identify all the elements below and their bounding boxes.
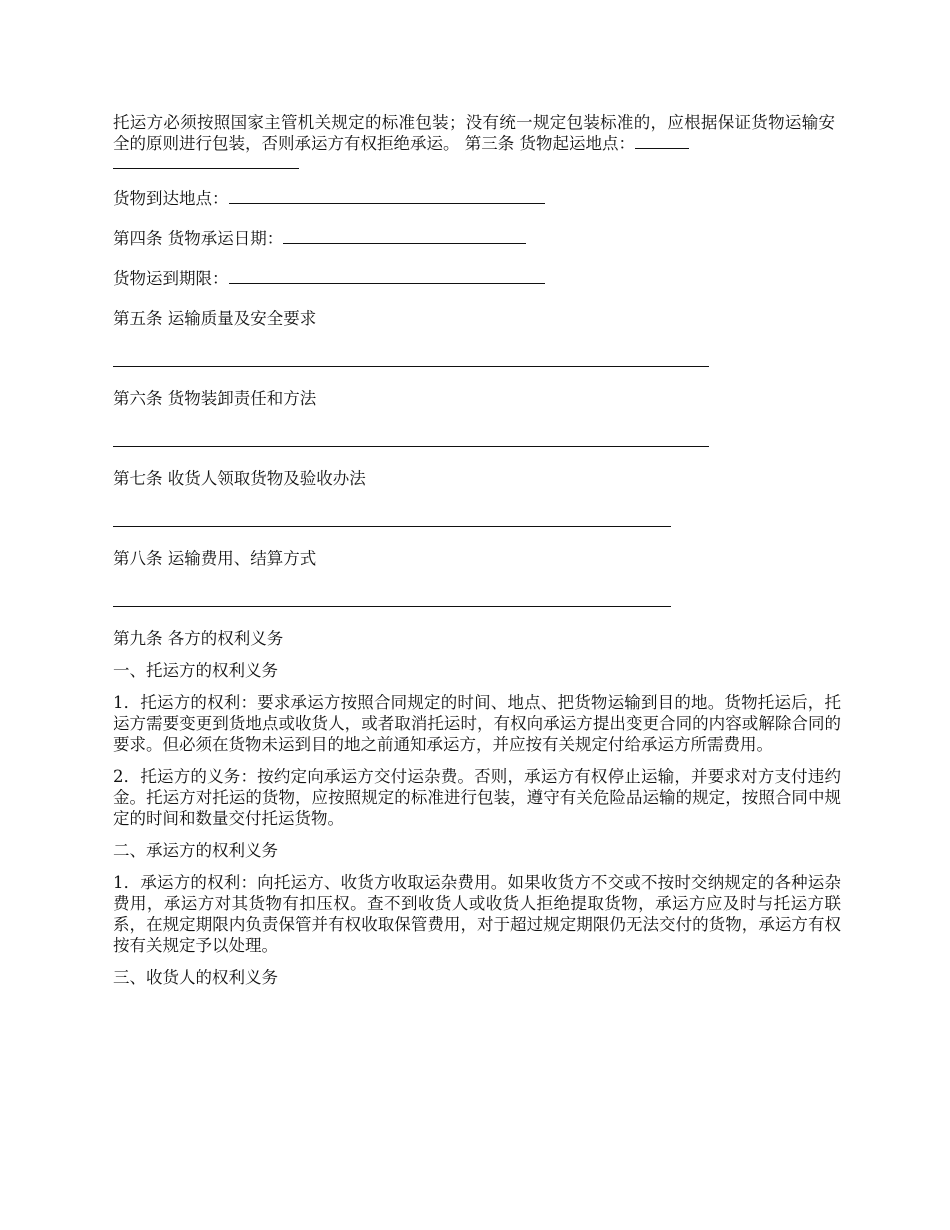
article9-title: 第九条 各方的权利义务 xyxy=(113,629,284,648)
section1-title: 一、托运方的权利义务 xyxy=(113,661,278,680)
deadline-blank[interactable] xyxy=(229,269,545,284)
deadline-label: 货物运到期限： xyxy=(113,269,229,288)
article7-blank[interactable] xyxy=(113,509,671,527)
section1-item2: 2．托运方的义务：按约定向承运方交付运杂费。否则，承运方有权停止运输，并要求对方支付违约金。托运方对托运的货物，应按照规定的标准进行包装，遵守有关危险品运输的规定，按照合同中规定的时间和数量交付托运货物。 xyxy=(113,767,841,828)
arrival-label: 货物到达地点： xyxy=(113,189,229,208)
article8-blank[interactable] xyxy=(113,589,671,607)
article7-title: 第七条 收货人领取货物及验收办法 xyxy=(113,469,366,488)
article6-title: 第六条 货物装卸责任和方法 xyxy=(113,389,317,408)
arrival-blank[interactable] xyxy=(229,189,545,204)
article4-blank[interactable] xyxy=(283,229,526,244)
section2-title: 二、承运方的权利义务 xyxy=(113,841,278,860)
article5-blank[interactable] xyxy=(113,349,709,367)
origin-blank-line[interactable] xyxy=(635,134,689,149)
article4-line xyxy=(113,228,841,249)
section2-item1: 1．承运方的权利：向托运方、收货方收取运杂费用。如果收货方不交或不按时交纳规定的各种运杂费用，承运方对其货物有扣压权。查不到收货人或收货人拒绝提取货物，承运方应及时与托运方联系，在规定期限内负责保管并有权收取保管费用，对于超过规定期限仍无法交付的货物，承运方有权按有关规定予以处理。 xyxy=(113,873,841,955)
article5-title: 第五条 运输质量及安全要求 xyxy=(113,309,317,328)
article6-blank[interactable] xyxy=(113,429,709,447)
intro-paragraph xyxy=(113,112,841,154)
origin-blank-continuation[interactable] xyxy=(113,154,299,169)
intro-block xyxy=(113,112,841,169)
article4-label: 第四条 货物承运日期： xyxy=(113,229,284,248)
document-page xyxy=(113,112,841,988)
section1-item1: 1．托运方的权利：要求承运方按照合同规定的时间、地点、把货物运输到目的地。货物托运后，托运方需要变更到货地点或收货人，或者取消托运时，有权向承运方提出变更合同的内容或解除合同的要求。但必须在货物未运到目的地之前通知承运方，并应按有关规定付给承运方所需费用。 xyxy=(113,693,841,754)
intro-text: 托运方必须按照国家主管机关规定的标准包装；没有统一规定包装标准的，应根据保证货物运输安全的原则进行包装，否则承运方有权拒绝承运。 第三条 货物起运地点： xyxy=(113,113,835,153)
article8-title: 第八条 运输费用、结算方式 xyxy=(113,549,317,568)
section3-title: 三、收货人的权利义务 xyxy=(113,968,278,987)
deadline-line xyxy=(113,268,841,289)
arrival-line xyxy=(113,188,841,209)
